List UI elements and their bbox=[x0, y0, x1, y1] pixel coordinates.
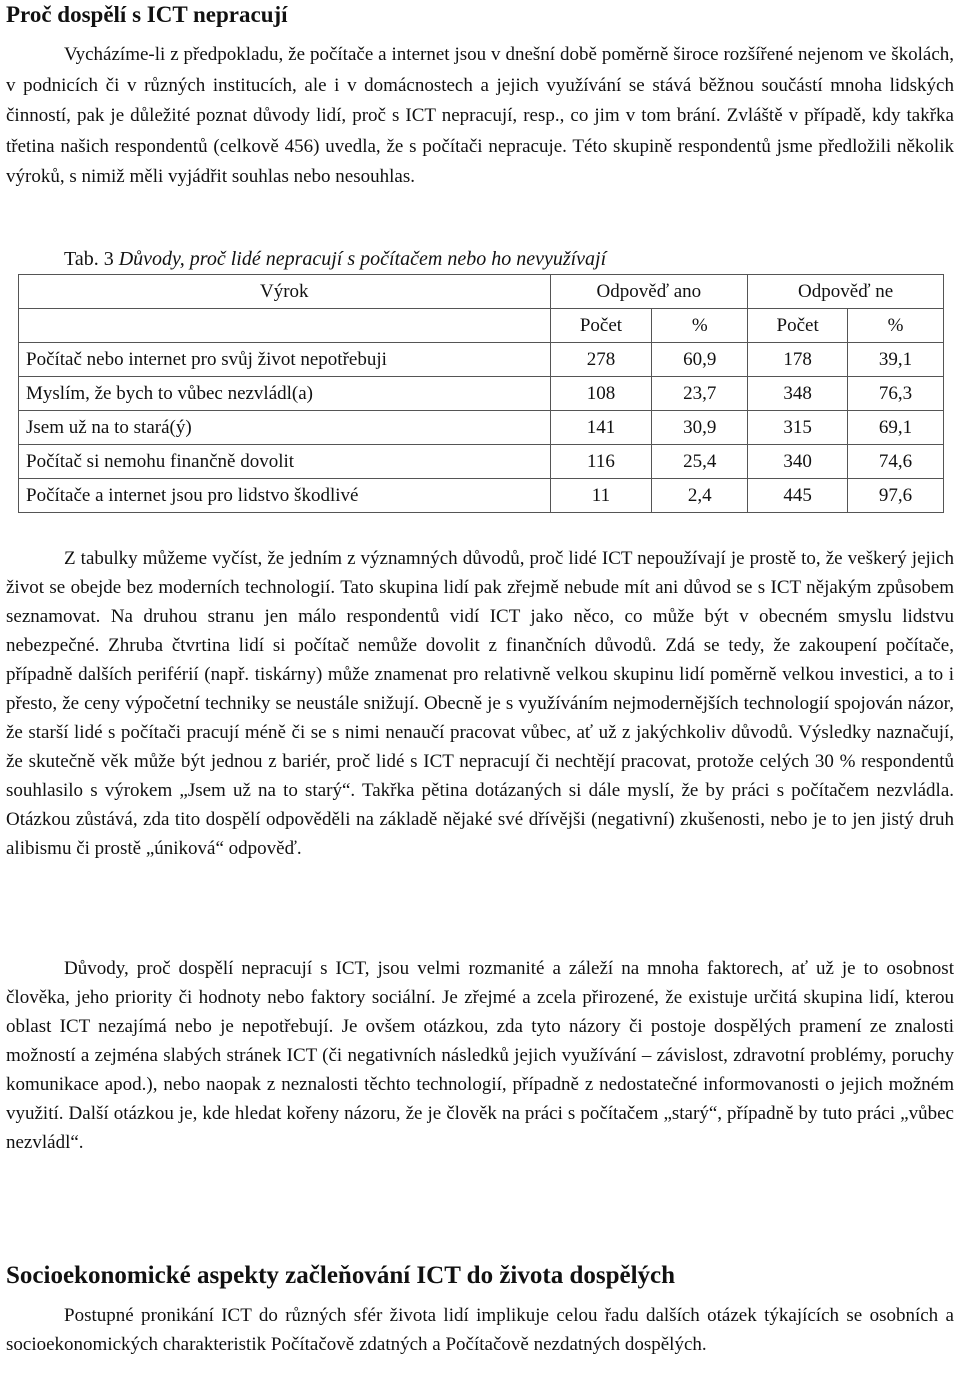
yes-pct-cell: 30,9 bbox=[652, 411, 748, 445]
no-pct-cell: 69,1 bbox=[848, 411, 944, 445]
yes-count-cell: 11 bbox=[550, 479, 652, 513]
no-count-cell: 178 bbox=[748, 343, 848, 377]
analysis-paragraph: Z tabulky můžeme vyčíst, že jedním z významných důvodů, proč lidé ICT nepoužívají je prostě to, že veškerý jejich život se obejde bez moderních technologií. Tato skupina lidí pak zřejmě nebude mít ani důvod se s ICT nějakým způsobem seznamovat. Na druhou stranu jen málo respondentů vidí ICT jako něco, co může být v obecném smyslu lidstvu nebezpečné. Zhruba čtvrtina lidí si počítač nemůže dovolit z finančních důvodů. Zdá se tedy, že zakoupení počítače, případně dalších periférií (např. tiskárny) může znamenat pro relativně velkou skupinu lidí poměrně velkou investici, a to i přesto, že ceny výpočetní techniky se neustále snižují. Obecně je s využíváním nejmodernějších technologií spojován názor, že starší lidé s počítači pracují méně či se s nimi nenaučí pracovat vůbec, ať už z jakýchkoliv důvodů. Výsledky naznačují, že skutečně věk může být jednou z bariér, proč lidé s ICT nepracují či nechtějí pracovat, protože celých 30 % respondentů souhlasilo s výrokem „Jsem už na to starý“. Takřka pětina dotázaných si dále myslí, že by práci s počítačem nezvládla. Otázkou zůstává, zda tito dospělí odpověděli na základě nějaké své dřívějši (negativní) zkušenosti, nebo je to jen jistý druh alibismu či prostě „úniková“ odpověď. bbox=[6, 548, 954, 859]
yes-pct-cell: 23,7 bbox=[652, 377, 748, 411]
yes-count-cell: 278 bbox=[550, 343, 652, 377]
no-pct-cell: 39,1 bbox=[848, 343, 944, 377]
statement-cell: Počítače a internet jsou pro lidstvo škodlivé bbox=[19, 479, 551, 513]
header-yes: Odpověď ano bbox=[550, 275, 748, 309]
no-count-cell: 348 bbox=[748, 377, 848, 411]
intro-paragraph: Vycházíme-li z předpokladu, že počítače a internet jsou v dnešní době poměrně široce rozšířené nejenom ve školách, v podnicích či v různých institucích, ale i v domácnostech a jejich využívání se stává běžnou součástí mnoha lidských činností, pak je důležité poznat důvody lidí, proč s ICT nepracují, resp., co jim v tom brání. Zvláště v případě, kdy takřka třetina našich respondentů (celkově 456) uvedla, že s počítači nepracuje. Této skupině respondentů jsme předložili několik výroků, s nimiž měli vyjádřit souhlas nebo nesouhlas. bbox=[6, 44, 954, 187]
no-count-cell: 340 bbox=[748, 445, 848, 479]
no-count-cell: 315 bbox=[748, 411, 848, 445]
no-pct-cell: 74,6 bbox=[848, 445, 944, 479]
section-heading: Proč dospělí s ICT nepracují bbox=[6, 2, 288, 27]
yes-count-cell: 141 bbox=[550, 411, 652, 445]
table-row bbox=[19, 445, 944, 479]
subheader-empty bbox=[19, 309, 551, 343]
table-row bbox=[19, 343, 944, 377]
header-no: Odpověď ne bbox=[748, 275, 944, 309]
no-count-cell: 445 bbox=[748, 479, 848, 513]
statement-cell: Jsem už na to stará(ý) bbox=[19, 411, 551, 445]
statement-cell: Počítač nebo internet pro svůj život nepotřebuji bbox=[19, 343, 551, 377]
no-pct-cell: 97,6 bbox=[848, 479, 944, 513]
reasons-paragraph: Důvody, proč dospělí nepracují s ICT, jsou velmi rozmanité a záleží na mnoha faktorech, ať už je to osobnost člověka, jeho priority či hodnoty nebo faktory sociální. Je zřejmé a zcela přirozené, že existuje určitá skupina lidí, kterou oblast ICT nezajímá nebo je nepotřebují. Je ovšem otázkou, zda tyto názory či postoje dospělých pramení ze znalosti možností a zejména slabých stránek ICT (či negativních následků jejich využívání – závislost, zdravotní problémy, poruchy komunikace apod.), nebo naopak z neznalosti těchto technologií, případně z nedostatečné informovanosti o jejich možném využití. Další otázkou je, kde hledat kořeny názoru, že je člověk na práci s počítačem „starý“, případně by tuto práci „vůbec nezvládl“. bbox=[6, 958, 954, 1153]
no-pct-cell: 76,3 bbox=[848, 377, 944, 411]
socioeconomic-paragraph: Postupné pronikání ICT do různých sfér života lidí implikuje celou řadu dalších otázek týkajících se osobních a socioekonomických charakteristik Počítačově zdatných a Počítačově nezdatných dospělých. bbox=[6, 1305, 954, 1355]
table-row bbox=[19, 411, 944, 445]
section-heading-socioeconomic: Socioekonomické aspekty začleňování ICT do života dospělých bbox=[6, 1262, 676, 1289]
subheader-count-yes: Počet bbox=[550, 309, 652, 343]
yes-count-cell: 116 bbox=[550, 445, 652, 479]
table-caption-prefix: Tab. 3 bbox=[64, 248, 114, 270]
table-subheader-row bbox=[19, 309, 944, 343]
subheader-count-no: Počet bbox=[748, 309, 848, 343]
reasons-table bbox=[18, 274, 944, 513]
statement-cell: Myslím, že bych to vůbec nezvládl(a) bbox=[19, 377, 551, 411]
subheader-pct-yes: % bbox=[652, 309, 748, 343]
table-header-row bbox=[19, 275, 944, 309]
subheader-pct-no: % bbox=[848, 309, 944, 343]
yes-count-cell: 108 bbox=[550, 377, 652, 411]
table-caption bbox=[64, 246, 606, 272]
statement-cell: Počítač si nemohu finančně dovolit bbox=[19, 445, 551, 479]
table-caption-text: Důvody, proč lidé nepracují s počítačem nebo ho nevyužívají bbox=[118, 248, 607, 270]
table-row bbox=[19, 479, 944, 513]
header-statement: Výrok bbox=[19, 275, 551, 309]
yes-pct-cell: 60,9 bbox=[652, 343, 748, 377]
yes-pct-cell: 25,4 bbox=[652, 445, 748, 479]
yes-pct-cell: 2,4 bbox=[652, 479, 748, 513]
table-row bbox=[19, 377, 944, 411]
